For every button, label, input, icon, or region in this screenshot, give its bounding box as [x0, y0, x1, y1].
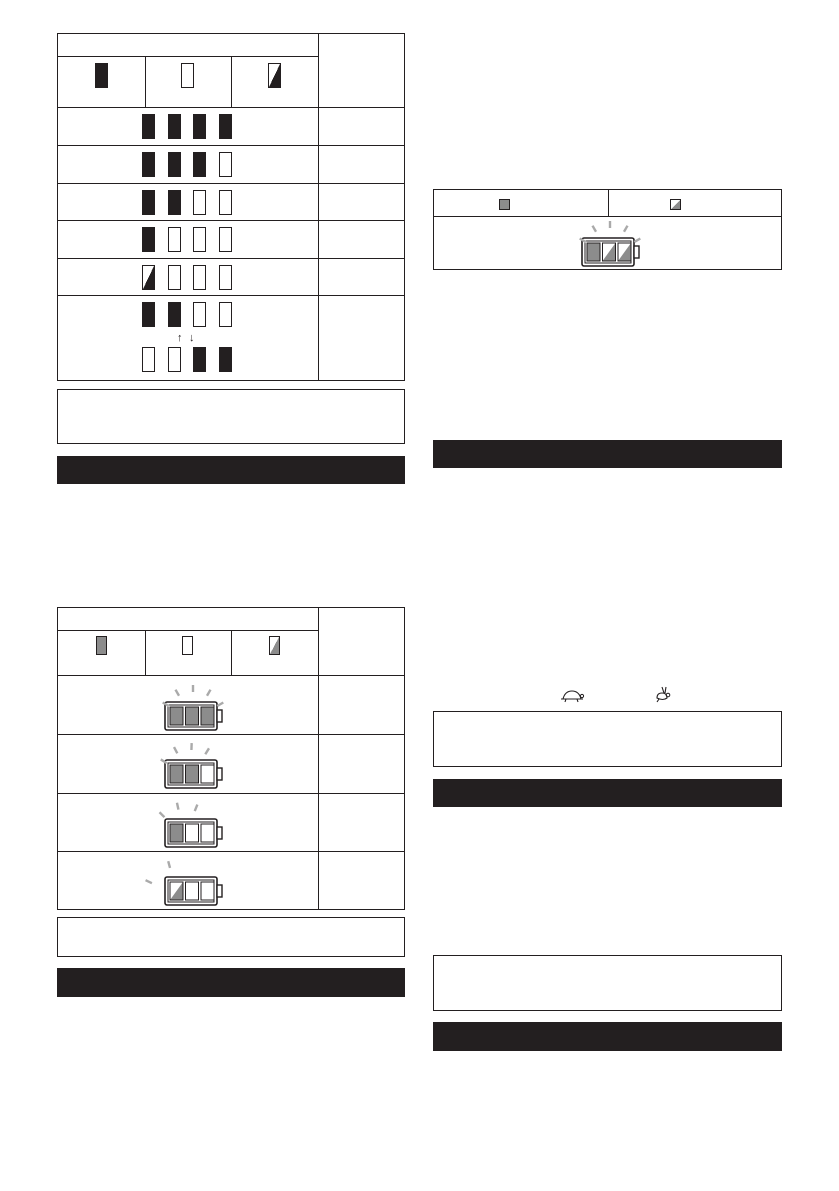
- indicator-ray: [195, 805, 198, 811]
- lamp-off-icon: [193, 302, 206, 327]
- section-heading-bar: [433, 779, 782, 807]
- battery-terminal: [634, 246, 639, 258]
- lamp-lit-icon: [499, 199, 510, 210]
- indicator-ray: [593, 226, 597, 232]
- lamp-lit-icon: [219, 347, 232, 372]
- indicator-ray: [168, 861, 170, 868]
- indicator-ray: [634, 239, 640, 243]
- lamp-lit-icon: [168, 114, 181, 139]
- lamp-blinking-icon: [142, 265, 155, 290]
- indicator-ray: [176, 690, 180, 696]
- remaining-capacity-table: [433, 189, 782, 270]
- battery-terminal: [217, 885, 222, 897]
- indicator-ray: [207, 690, 211, 696]
- arrow-up-icon: ↑: [177, 332, 183, 344]
- lamp-lit-icon: [142, 227, 155, 252]
- lamp-lit-icon: [96, 636, 107, 655]
- lamp-lit-icon: [95, 63, 108, 88]
- battery-cell: [170, 707, 183, 725]
- lamp-lit-icon: [168, 190, 181, 215]
- lamp-off-icon: [193, 227, 206, 252]
- lamp-off-icon: [193, 190, 206, 215]
- lamp-lit-icon: [142, 114, 155, 139]
- turtle-icon: [560, 689, 584, 703]
- lamp-lit-icon: [168, 302, 181, 327]
- battery-terminal: [217, 827, 222, 839]
- battery-gauge-icon: [141, 678, 241, 738]
- lamp-off-icon: [168, 265, 181, 290]
- indicator-ray: [217, 703, 223, 707]
- section-heading-bar: [433, 440, 782, 468]
- battery-cell: [201, 765, 214, 783]
- arrow-down-icon: ↓: [189, 332, 195, 344]
- indicator-ray: [160, 812, 165, 817]
- indicator-ray: [177, 803, 178, 810]
- lamp-lit-icon: [142, 152, 155, 177]
- battery-gauge-icon: [141, 853, 241, 913]
- note-box: [433, 955, 782, 1011]
- lamp-off-icon: [219, 190, 232, 215]
- battery-cell: [170, 765, 183, 783]
- battery-cell: [186, 765, 199, 783]
- battery-cell: [186, 824, 199, 842]
- battery-cell: [201, 882, 214, 900]
- battery-cell: [587, 243, 600, 261]
- battery-cell: [170, 824, 183, 842]
- lamp-blinking-icon: [269, 636, 280, 655]
- battery-gauge-icon: [141, 736, 241, 796]
- lamp-blinking-icon: [670, 199, 681, 210]
- lamp-lit-icon: [193, 152, 206, 177]
- battery-terminal: [217, 768, 222, 780]
- lamp-blinking-icon: [268, 63, 281, 88]
- lamp-off-icon: [168, 347, 181, 372]
- lamp-lit-icon: [193, 114, 206, 139]
- battery-lamp-table: [57, 33, 405, 381]
- lamp-off-icon: [142, 347, 155, 372]
- battery-cell: [201, 824, 214, 842]
- battery-cell: [201, 707, 214, 725]
- lamp-off-icon: [193, 265, 206, 290]
- battery-terminal: [217, 710, 222, 722]
- note-box: [433, 711, 782, 767]
- indicator-ray: [205, 748, 209, 754]
- lamp-lit-icon: [142, 302, 155, 327]
- lamp-off-icon: [182, 636, 193, 655]
- section-heading-bar: [57, 456, 405, 484]
- rabbit-icon: [653, 686, 671, 703]
- indicator-ray: [146, 880, 152, 883]
- lamp-off-icon: [181, 63, 194, 88]
- lamp-off-icon: [219, 302, 232, 327]
- battery-gauge-icon: [141, 795, 241, 855]
- section-heading-bar: [57, 968, 405, 997]
- lamp-lit-icon: [193, 347, 206, 372]
- section-heading-bar: [433, 1022, 782, 1051]
- battery-cell: [186, 882, 199, 900]
- lamp-lit-icon: [168, 152, 181, 177]
- lamp-lit-icon: [142, 190, 155, 215]
- indicator-ray: [174, 747, 177, 753]
- lamp-off-icon: [219, 227, 232, 252]
- note-box: [57, 917, 405, 957]
- lamp-off-icon: [219, 265, 232, 290]
- lamp-off-icon: [219, 152, 232, 177]
- battery-cell: [186, 707, 199, 725]
- note-box: [57, 389, 405, 444]
- lamp-off-icon: [168, 227, 181, 252]
- indicator-ray: [624, 226, 628, 232]
- battery-gauge-icon: [558, 214, 658, 274]
- lamp-lit-icon: [219, 114, 232, 139]
- tool-indicator-table: [57, 607, 405, 910]
